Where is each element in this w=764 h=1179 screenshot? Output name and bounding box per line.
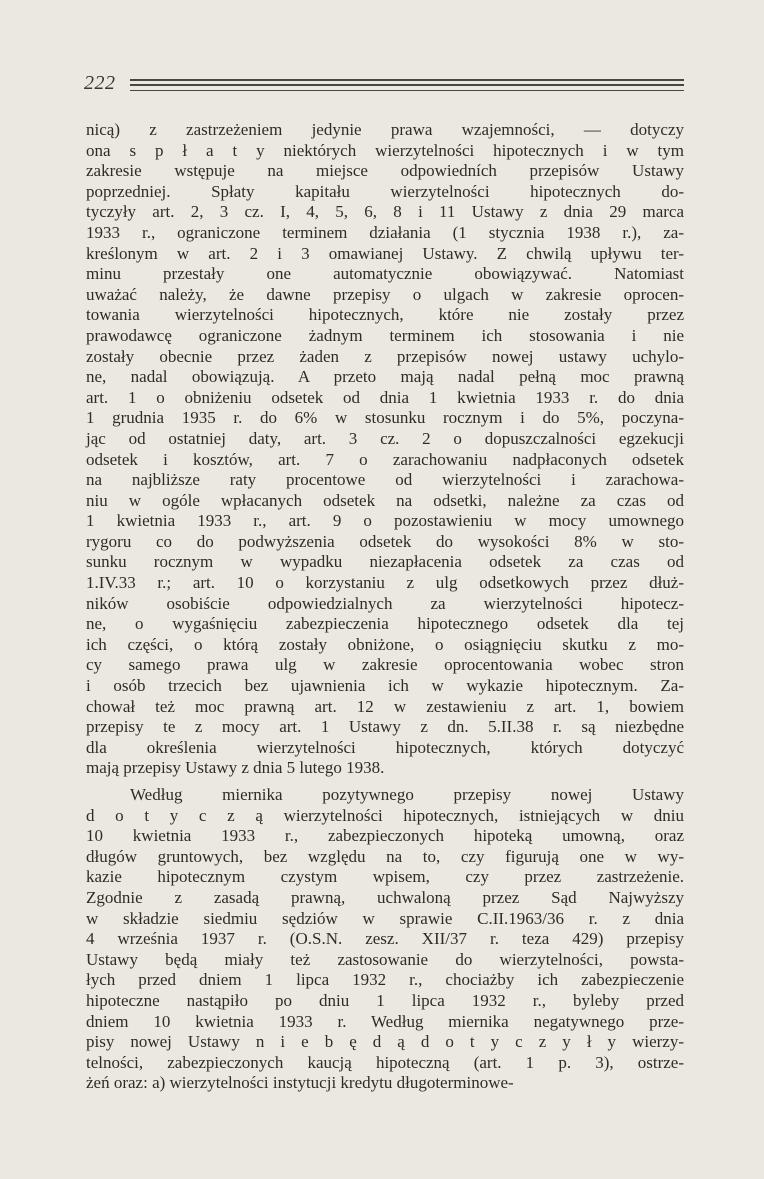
- header-rule: [130, 90, 684, 91]
- paragraph: [86, 120, 684, 779]
- text-line: Według miernika pozytywnego przepisy nowej Ustawy: [130, 785, 684, 804]
- text-line: Zgodnie z zasadą prawną, uchwaloną przez Sąd Najwyższy: [86, 887, 684, 907]
- text-line: mają przepisy Ustawy z dnia 5 lutego 1938.: [86, 758, 385, 778]
- text-line: minu przestały one automatycznie obowiązywać. Natomiast: [86, 264, 684, 284]
- text-line: 10 kwietnia 1933 r., zabezpieczonych hipoteką umowną, oraz: [86, 826, 684, 846]
- text-line: zostały obecnie przez żaden z przepisów nowej ustawy uchylo-: [86, 346, 684, 366]
- text-line: 4 września 1937 r. (O.S.N. zesz. XII/37 r. teza 429) przepisy: [86, 929, 684, 949]
- text-line: d o t y c z ą wierzytelności hipotecznych, istniejących w dniu: [86, 805, 684, 825]
- text-line: przepisy te z mocy art. 1 Ustawy z dn. 5.II.38 r. są niezbędne: [86, 717, 684, 737]
- text-line: dniem 10 kwietnia 1933 r. Według miernika negatywnego prze-: [86, 1011, 684, 1031]
- text-line: kazie hipotecznym czystym wpisem, czy przez zastrzeżenie.: [86, 867, 684, 887]
- text-line: prawodawcę ograniczone żadnym terminem ich stosowania i nie: [86, 325, 684, 345]
- text-line: 1 kwietnia 1933 r., art. 9 o pozostawieniu w mocy umownego: [86, 511, 684, 531]
- text-line: poprzedniej. Spłaty kapitału wierzytelności hipotecznych do-: [86, 181, 684, 201]
- text-line: tyczyły art. 2, 3 cz. I, 4, 5, 6, 8 i 11 Ustawy z dnia 29 marca: [86, 202, 684, 222]
- text-line: Ustawy będą miały też zastosowanie do wierzytelności, powsta-: [86, 949, 684, 969]
- text-line: chował też moc prawną art. 12 w zestawieniu z art. 1, bowiem: [86, 696, 684, 716]
- text-line: cy samego prawa ulg w zakresie oprocentowania wobec stron: [86, 655, 684, 675]
- text-line: jąc od ostatniej daty, art. 3 cz. 2 o dopuszczalności egzekucji: [86, 428, 684, 448]
- text-line: długów gruntowych, bez względu na to, czy figurują one w wy-: [86, 846, 684, 866]
- text-line: ne, o wygaśnięciu zabezpieczenia hipotecznego odsetek dla tej: [86, 614, 684, 634]
- text-line: sunku rocznym w wypadku niezapłacenia odsetek za czas od: [86, 552, 684, 572]
- paragraph: [86, 785, 684, 1094]
- text-line: w składzie siedmiu sędziów w sprawie C.II.1963/36 r. z dnia: [86, 908, 684, 928]
- text-line: ona s p ł a t y niektórych wierzytelności hipotecznych i w tym: [86, 140, 684, 160]
- text-line: 1933 r., ograniczone terminem działania (1 stycznia 1938 r.), za-: [86, 222, 684, 242]
- text-line: uważać należy, że dawne przepisy o ulgach w zakresie oprocen-: [86, 284, 684, 304]
- text-line: 1 grudnia 1935 r. do 6% w stosunku rocznym i do 5%, poczyna-: [86, 408, 684, 428]
- text-line: pisy nowej Ustawy n i e b ę d ą d o t y c z y ł y wierzy-: [86, 1032, 684, 1052]
- body-text: [86, 120, 684, 1094]
- text-line: zakresie wstępuje na miejsce odpowiedních przepisów Ustawy: [86, 161, 684, 181]
- text-line: niu w ogóle wpłacanych odsetek na odsetki, należne za czas od: [86, 490, 684, 510]
- text-line: dla określenia wierzytelności hipotecznych, których dotyczyć: [86, 737, 684, 757]
- text-line: telności, zabezpieczonych kaucją hipoteczną (art. 1 p. 3), ostrze-: [86, 1052, 684, 1072]
- text-line: hipoteczne nastąpiło po dniu 1 lipca 1932 r., byleby przed: [86, 990, 684, 1010]
- text-line: nicą) z zastrzeżeniem jedynie prawa wzajemności, — dotyczy: [86, 120, 684, 139]
- text-line: odsetek i kosztów, art. 7 o zarachowaniu nadpłaconych odsetek: [86, 449, 684, 469]
- text-line: 1.IV.33 r.; art. 10 o korzystaniu z ulg odsetkowych przez dłuż-: [86, 573, 684, 593]
- text-line: rygoru co do podwyższenia odsetek do wysokości 8% w sto-: [86, 531, 684, 551]
- text-line: ników osobiście odpowiedzialnych za wierzytelności hipotecz-: [86, 593, 684, 613]
- text-line: kreślonym w art. 2 i 3 omawianej Ustawy. Z chwilą upływu ter-: [86, 243, 684, 263]
- text-line: towania wierzytelności hipotecznych, które nie zostały przez: [86, 305, 684, 325]
- header-rule: [130, 79, 684, 81]
- text-line: ne, nadal obowiązują. A przeto mają nadal pełną moc prawną: [86, 367, 684, 387]
- header-rule: [130, 84, 684, 86]
- text-line: na najbliższe raty procentowe od wierzytelności i zarachowa-: [86, 470, 684, 490]
- page-number: 222: [84, 72, 116, 94]
- text-line: art. 1 o obniżeniu odsetek od dnia 1 kwietnia 1933 r. do dnia: [86, 387, 684, 407]
- page-header: [84, 70, 684, 100]
- text-line: ich części, o którą zostały obniżone, o osiągnięciu skutku z mo-: [86, 634, 684, 654]
- text-line: łych przed dniem 1 lipca 1932 r., chociażby ich zabezpieczenie: [86, 970, 684, 990]
- text-line: żeń oraz: a) wierzytelności instytucji kredytu długoterminowe-: [86, 1073, 514, 1093]
- text-line: i osób trzecich bez ujawnienia ich w wykazie hipotecznym. Za-: [86, 676, 684, 696]
